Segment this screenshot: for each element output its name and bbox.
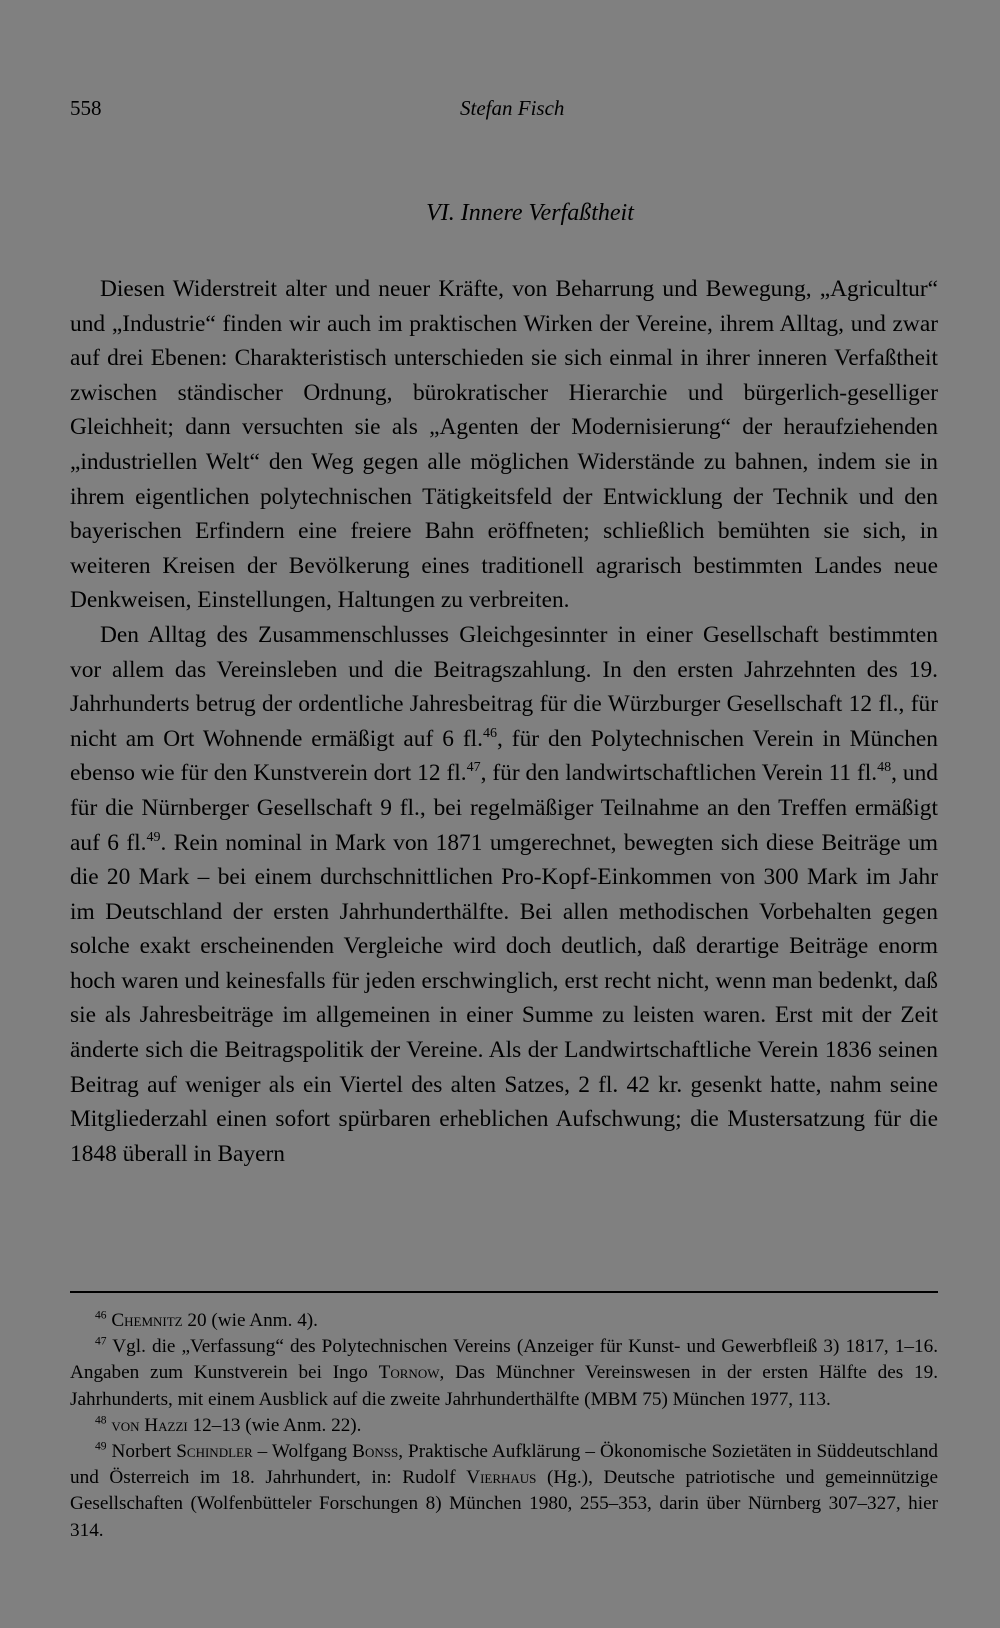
paragraph: Diesen Widerstreit alter und neuer Kräfte, von Beharrung und Bewegung, „Agricultur“ und „Industrie“ finden wir auch im praktischen Wirken der Vereine, ihrem Alltag, und zwar auf drei Ebenen: Charakteristisch unterschieden sie sich einmal in ihrer inneren Verfaßtheit zwischen ständischer Ordnung, bürokratischer Hierarchie und bürgerlich-geselliger Gleichheit; dann versuchten sie als „Agenten der Modernisierung“ der heraufziehenden „industriellen Welt“ den Weg gegen alle möglichen Widerstände zu bahnen, indem sie in ihrem eigentlichen polytechnischen Tätigkeitsfeld der Entwicklung der Technik und den bayerischen Erfindern eine freiere Bahn eröffneten; schließlich bemühten sie sich, in weiteren Kreisen der Bevölkerung eines traditionell agrarisch bestimmten Landes neue Denkweisen, Einstellungen, Haltungen zu verbreiten. xyxy=(70,276,938,614)
footnote-author: Vierhaus xyxy=(466,1467,537,1489)
footnote-text: , Das Münchner Vereinswesen in der ersten Hälfte des 19. Jahrhunderts, mit einem Ausblick auf die zweite Jahrhunderthälfte (MBM 75) München 1977, 113. xyxy=(70,1362,938,1410)
footnote-divider xyxy=(70,1291,938,1293)
page-number: 558 xyxy=(70,96,102,120)
footnote-text: 12–13 (wie Anm. 22). xyxy=(187,1414,362,1436)
footnote-number: 46 xyxy=(95,1309,107,1322)
footnote xyxy=(70,1439,938,1544)
footnote xyxy=(70,1334,938,1413)
footnote xyxy=(70,1308,938,1334)
footnote-author: Tornow xyxy=(378,1362,440,1384)
footnote-text: (Hg.), Deutsche patriotische und gemeinnützige Gesellschaften (Wolfenbütteler Forschungen 8) München 1980, 255–353, darin über Nürnberg 307–327, hier 314. xyxy=(70,1467,938,1541)
text-run: , für den landwirtschaftlichen Verein 11 fl. xyxy=(480,760,878,787)
footnote-text: Vgl. die „Verfassung“ des Polytechnischen Vereins (Anzeiger für Kunst- und Gewerbfleiß 3) 1817, 1–16. Angaben zum Kunstverein bei Ingo xyxy=(70,1336,938,1384)
footnote-ref: 47 xyxy=(466,759,481,776)
footnote-text: , Praktische Aufklärung – Ökonomische Sozietäten in Süddeutschland und Österreich im 18. Jahrhundert, in: Rudolf xyxy=(70,1441,939,1489)
footnote-ref: 48 xyxy=(877,759,892,776)
footnote-text: – Wolfgang xyxy=(252,1441,353,1463)
body-text xyxy=(70,272,938,1171)
footnotes xyxy=(70,1308,938,1544)
footnote-ref: 46 xyxy=(482,724,497,741)
footnote-number: 47 xyxy=(95,1335,107,1348)
footnote-author: von Hazzi xyxy=(111,1414,188,1436)
running-head: Stefan Fisch xyxy=(460,96,565,120)
footnote-number: 49 xyxy=(95,1440,107,1453)
text-run: . Rein nominal in Mark von 1871 umgerechnet, bewegten sich diese Beiträge um die 20 Mark – bei einem durchschnittlichen Pro-Kopf-Einkommen von 300 Mark im Jahr im Deutschland der ersten Jahrhunderthälfte. Bei allen methodischen Vorbehalten gegen solche exakt erscheinenden Vergleiche wird doch deutlich, daß derartige Beiträge enorm hoch waren und keinesfalls für jeden erschwinglich, erst recht nicht, wenn man bedenkt, daß sie als Jahresbeiträge im allgemeinen in einer Summe zu leisten waren. Erst mit der Zeit änderte sich die Beitragspolitik der Vereine. Als der Landwirtschaftliche Verein 1836 seinen Beitrag auf weniger als ein Viertel des alten Satzes, 2 fl. 42 kr. gesenkt hatte, nahm seine Mitgliederzahl einen sofort spürbaren erheblichen Aufschwung; die Mustersatzung für die 1848 überall in Bayern xyxy=(70,829,938,1167)
footnote-text: 20 (wie Anm. 4). xyxy=(182,1310,318,1331)
section-heading: VI. Innere Verfaßtheit xyxy=(426,200,634,226)
footnote-number: 48 xyxy=(95,1414,107,1427)
footnote-author: Schindler xyxy=(176,1441,253,1463)
footnote-ref: 49 xyxy=(146,828,161,845)
footnote-text: Norbert xyxy=(111,1441,177,1463)
paragraph xyxy=(70,618,938,1172)
footnote-author: Bonss xyxy=(352,1441,399,1463)
text-run: , und für die Nürnberger Gesellschaft 9 fl., bei regelmäßiger Teilnahme an den Treffen ermäßigt auf 6 fl. xyxy=(70,760,939,856)
footnote-author: Chemnitz xyxy=(111,1310,183,1331)
text-run: , für den Polytechnischen Verein in München ebenso wie für den Kunstverein dort 12 fl. xyxy=(70,725,939,787)
page-header xyxy=(70,96,930,126)
footnote xyxy=(70,1413,938,1439)
text-run: Den Alltag des Zusammenschlusses Gleichgesinnter in einer Gesellschaft bestimmten vor allem das Vereinsleben und die Beitragszahlung. In den ersten Jahrzehnten des 19. Jahrhunderts betrug der ordentliche Jahresbeitrag für die Würzburger Gesellschaft 12 fl., für nicht am Ort Wohnende ermäßigt auf 6 fl. xyxy=(70,621,938,752)
